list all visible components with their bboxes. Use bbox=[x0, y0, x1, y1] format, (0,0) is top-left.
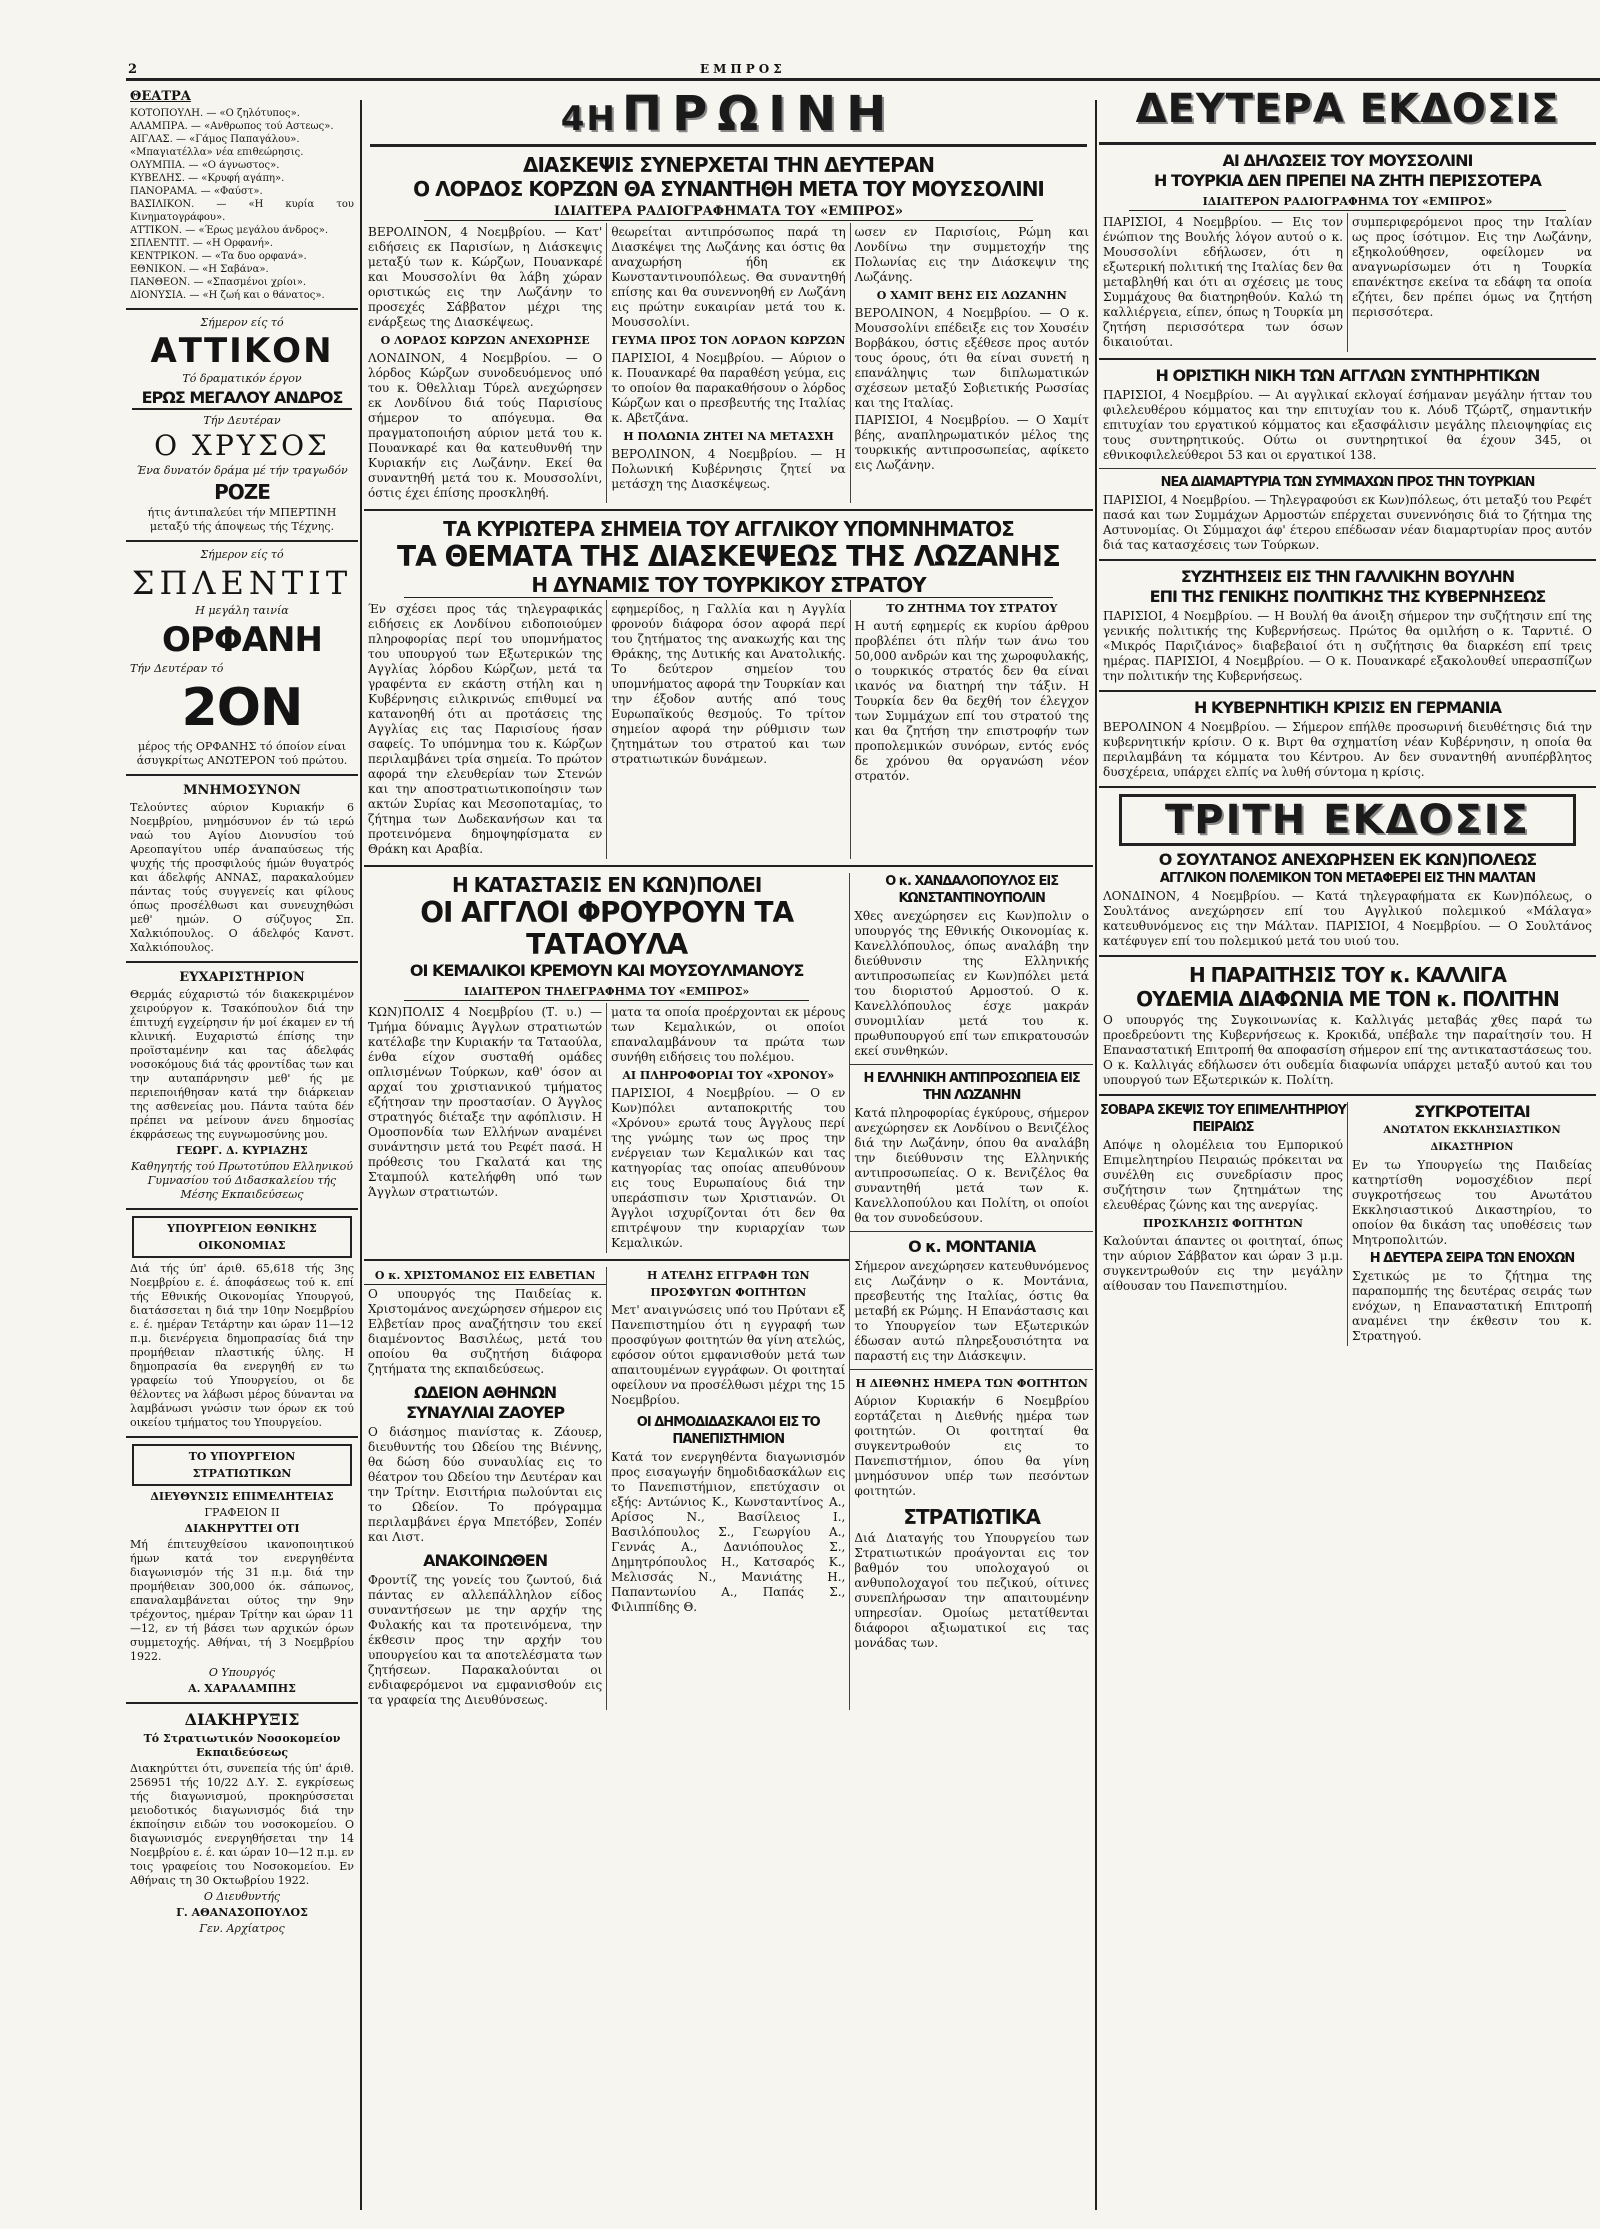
part-number: 2ΟΝ bbox=[181, 678, 303, 738]
headline: ΣΥΖΗΤΗΣΕΙΣ ΕΙΣ ΤΗΝ ΓΑΛΛΙΚΗΝ ΒΟΥΛΗΝ bbox=[1180, 567, 1515, 586]
article-text: ΒΕΡΟΛΙΝΟΝ, 4 Νοεμβρίου. — Ο κ. Μουσσολίνι επέδειξε εις τον Χουσέιν Βορβάκου, όστις εξέθεσε προς αυτόν τους όρους, ότι θα είναι συνετή η επανάληψις των διπλωματικών σχέσεων μεταξύ Σοβιετικής Ρωσσίας και της Ιταλίας. bbox=[854, 306, 1089, 410]
headline: Ο ΣΟΥΛΤΑΝΟΣ ΑΝΕΧΩΡΗΣΕΝ ΕΚ ΚΩΝ)ΠΟΛΕΩΣ bbox=[1158, 850, 1537, 869]
article-row bbox=[1099, 213, 1596, 352]
notice-sub: ΔΙΑΚΗΡΥΤΤΕΙ ΟΤΙ bbox=[184, 1522, 300, 1535]
notice-title: ΕΥΧΑΡΙΣΤΗΡΙΟΝ bbox=[179, 970, 305, 985]
article-subhead: Ο ΛΟΡΔΟΣ ΚΩΡΖΩΝ ΑΝΕΧΩΡΗΣΕ bbox=[380, 334, 590, 347]
divider bbox=[126, 308, 358, 310]
divider bbox=[126, 1436, 358, 1438]
edition-title: ΔΕΥΤΕΡΑ ΕΚΔΟΣΙΣ bbox=[1135, 86, 1560, 132]
article-col bbox=[607, 1267, 849, 1710]
notice-sign-pre: Ο Υπουργός bbox=[208, 1666, 276, 1679]
article-text: ΠΑΡΙΣΙΟΙ, 4 Νοεμβρίου. — Ο εν Κων)πόλει ανταποκριτής του «Χρόνου» ερωτά τους Άγγλους περί της γνώμης των ως προς την ενέργειαν των Κεμαλικών και τας κατηγορίας τας οποίας απευθύνουν εις τους Ευρωπαίους διά την υπεράσπισιν των Χριστιανών. Οι Άγγλοι ισχυρίζονται ότι δεν θα επιτρέψουν την κυριαρχίαν των Κεμαλικών. bbox=[611, 1086, 846, 1250]
film-title: ΟΡΦΑΝΗ bbox=[162, 620, 322, 660]
article-text: Ο υπουργός της Παιδείας κ. Χριστομάνος ανεχώρησεν σήμερον εις Ελβετίαν προς αναζήτησιν του εκεί διαμένοντος Βασιλέως, μετά του οποίου θα συζητήση διάφορα ζητήματα της εκπαιδεύσεως. bbox=[368, 1287, 603, 1376]
article-row bbox=[364, 1267, 849, 1710]
notice-sub: ΔΙΕΥΘΥΝΣΙΣ ΕΠΙΜΕΛΗΤΕΙΑΣ bbox=[150, 1490, 334, 1503]
article-text: Μετ' αναιγνώσεις υπό του Πρύτανι εξ Πανεπιστημίου ότι η εγγραφή των προσφύγων φοιτητών θα γίνη ατελώς, εφόσον ούτοι εμφανισθούν μετά των απαιτουμένων εγγράφων. Οι φοιτηταί οφείλουν να προσέλθωσι μέχρι της 15 Νοεμβρίου. bbox=[611, 1303, 846, 1407]
column-divider bbox=[360, 100, 362, 2210]
article-col bbox=[851, 223, 1093, 503]
article-text: ΒΕΡΟΛΙΝΟΝ, 4 Νοεμβρίου. — Κατ' ειδήσεις εκ Παρισίων, η Διάσκεψις μεταξύ των κ. Κώρζων, Πουανκαρέ και Μουσσολίνι θα λάβη χώραν οριστικώς εις την Λωζάνην το προσεχές Σάββατον μέχρι της ενάρξεως της Διασκέψεως. bbox=[368, 225, 603, 329]
edition-banner bbox=[1099, 86, 1596, 145]
article-col bbox=[364, 1267, 607, 1710]
edition-prefix: 4Η bbox=[560, 99, 617, 139]
article-text: Φροντίζ της γονείς του ζωντού, διά πάντας εν αλλεπάλληλον είδος συναντήσεων με την αρχήν της Φυλακής και τα προτεινόμενα, την έκθεσιν προς την αρχήν του υπουργείου και τα αποτελέσματα των ζητήσεων. Παρακαλούνται οι ενδιαφερόμενοι να εμφανισθούν εις τα γραφεία της Διευθύνσεως. bbox=[368, 1573, 603, 1707]
center-column bbox=[364, 86, 1093, 2196]
divider bbox=[364, 865, 1093, 867]
divider bbox=[1099, 358, 1596, 360]
ad-sub: Η μεγάλη ταινία bbox=[195, 604, 289, 617]
left-column bbox=[126, 86, 358, 2196]
divider bbox=[126, 1702, 358, 1704]
divider bbox=[850, 1231, 1093, 1232]
article-col bbox=[607, 600, 850, 859]
article-col bbox=[364, 1003, 606, 1253]
article-text: Σχετικώς με το ζήτημα της παραπομπής της δευτέρας σειράς των ενόχων, η Επαναστατική Επιτροπή αναμένει την έκθεσιν του κ. Στρατηγού. bbox=[1352, 1269, 1592, 1343]
article-text: Ο υπουργός της Συγκοινωνίας κ. Καλλιγάς μεταβάς χθες παρά τω προεδρεύοντι της Κυβερνήσεως κ. Κροκιδά, υπέβαλε την παραίτησίν του. Η Επαναστατική Επιτροπή θα αποφασίση σήμερον επί της αντικαταστάσεως του. Ο κ. Καλλιγάς εδήλωσεν ότι ουδεμία διαφωνία υπάρχει μεταξύ αυτού και του υπουργού των Εξωτερικών κ. Πολίτη. bbox=[1103, 1013, 1592, 1087]
article-text: Κατά πληροφορίας έγκύρους, σήμερον ανεχώρησεν εκ Λονδίνου ο Βενιζέλος διά την Λωζάνην, όπου θα αναλάβη την διεύθυνσιν της Ελληνικής αντιπροσωπείας. Ο κ. Βενιζέλος θα συναντηθή μετά των κ. Κανελλοπούλου και Πολίτη, οι οποίοι θα τον συνοδεύσουν. bbox=[854, 1106, 1089, 1225]
headline: Ο ΛΟΡΔΟΣ ΚΟΡΖΩΝ ΘΑ ΣΥΝΑΝΤΗΘΗ ΜΕΤΑ ΤΟΥ ΜΟΥΣΣΟΛΙΝΙ bbox=[413, 177, 1044, 201]
headline: Η ΔΥΝΑΜΙΣ ΤΟΥ ΤΟΥΡΚΙΚΟΥ ΣΤΡΑΤΟΥ bbox=[404, 573, 1053, 598]
article-text: συμπεριφερόμενοι προς την Ιταλίαν ως προς ίσότιμον. Εις την Λωζάνην, εξηκολούθησεν, οφείλομεν να αναγνωρίσωμεν ότι η Τουρκία επανέκτησε εκείνα τα εδάφη τα οποία εζήτει, δεν πρέπει όμως να ζητήση περισσότερα. bbox=[1352, 215, 1592, 319]
notice-sub: ΓΡΑΦΕΙΟΝ ΙΙ bbox=[204, 1506, 280, 1519]
article-subhead: ΑΝΩΤΑΤΟΝ ΕΚΚΛΗΣΙΑΣΤΙΚΟΝ ΔΙΚΑΣΤΗΡΙΟΝ bbox=[1383, 1125, 1561, 1153]
headline: Η ΤΟΥΡΚΙΑ ΔΕΝ ΠΡΕΠΕΙ ΝΑ ΖΗΤΗ ΠΕΡΙΣΣΟΤΕΡΑ bbox=[1154, 171, 1541, 190]
article-text: ΚΩΝ)ΠΟΛΙΣ 4 Νοεμβρίου (Τ. υ.) — Τμήμα δύναμις Άγγλων στρατιωτών κατέλαβε την Κυριακήν τα Ταταούλα, ένθα είχον συσταθή ομάδες οπλισμένων Τούρκων, καθ' όσον αι αρχαί του χριστιανικού τμήματος εζήτησαν την προστασίαν. Ο Άγγλος στρατηγός διέταξε την αφόπλισιν. Η Ομοσπονδία των Ελλήνων αναμένει συνάντησιν μετά του Ρεφέτ πασά. Η πρόθεσις του Γκαλατά και της Σταμπούλ κατελήφθη υπό των Άγγλων στρατιωτών. bbox=[368, 1005, 603, 1199]
article-text: ΠΑΡΙΣΙΟΙ, 4 Νοεμβρίου. — Ο Χαμίτ βέης, αναπληρωματικόν μέλος της τουρκικής αντιπροσωπείας, αφίκετο εις Λωζάνην. bbox=[854, 413, 1089, 472]
headline: Ο κ. ΧΑΝΔΑΛΟΠΟΥΛΟΣ ΕΙΣ ΚΩΝΣΤΑΝΤΙΝΟΥΠΟΛΙΝ bbox=[885, 874, 1059, 906]
article-text: Ο διάσημος πιανίστας κ. Ζάουερ, διευθυντής του Ωδείου της Βιέννης, θα δώση δύο συναυλίας εις το θέατρον του Ωδείου την Δευτέραν και την Τρίτην. Εισιτήρια πωλούνται εις το Ωδείον. Το πρόγραμμα περιλαμβάνει έργα Μπετόβεν, Σοπέν και Λιστ. bbox=[368, 1425, 603, 1544]
article-col bbox=[850, 873, 1093, 1710]
article-subhead: Ο ΧΑΜΙΤ ΒΕΗΣ ΕΙΣ ΛΩΖΑΝΗΝ bbox=[876, 289, 1067, 302]
divider bbox=[126, 1208, 358, 1210]
article-col bbox=[1348, 213, 1596, 352]
headline: ΑΙ ΔΗΛΩΣΕΙΣ ΤΟΥ ΜΟΥΣΣΟΛΙΝΙ bbox=[1222, 151, 1473, 170]
notice-signature: Α. ΧΑΡΑΛΑΜΠΗΣ bbox=[188, 1682, 296, 1695]
headline: ΕΠΙ ΤΗΣ ΓΕΝΙΚΗΣ ΠΟΛΙΤΙΚΗΣ ΤΗΣ ΚΥΒΕΡΝΗΣΕΩΣ bbox=[1149, 587, 1546, 606]
article-col bbox=[364, 600, 607, 859]
ad-pre: Σήμερον είς τό bbox=[200, 316, 284, 329]
headline: ΟΥΔΕΜΙΑ ΔΙΑΦΩΝΙΑ ΜΕ ΤΟΝ κ. ΠΟΛΙΤΗΝ bbox=[1136, 987, 1559, 1011]
notice-text: Διακηρύττει ότι, συνεπεία τής ύπ' άριθ. 256951 τής 10/22 Δ.Υ. Σ. εγκρίσεως τής διαγωνισμού, προκηρύσσεται μειοδοτικός διαγωνισμός διά την έκποίησιν ειδών του νοσοκομείου. Ο διαγωνισμός ενεργηθήσεται την 14 Νοεμβρίου ε. έ. και ώραν 10—12 π.μ. εν τοις γραφείοις του Νοσοκομείου. Εν Αθήναις τη 30 Οκτωβρίου 1922. bbox=[130, 1762, 354, 1887]
headline: ΣΤΡΑΤΙΩΤΙΚΑ bbox=[903, 1505, 1040, 1529]
article-row bbox=[364, 1003, 849, 1253]
notice-title: ΤΟ ΥΠΟΥΡΓΕΙΟΝ ΣΤΡΑΤΙΩΤΙΚΩΝ bbox=[132, 1444, 352, 1486]
subheadline: ΙΔΙΑΙΤΕΡΟΝ ΡΑΔΙΟΓΡΑΦΗΜΑ ΤΟΥ «ΕΜΠΡΟΣ» bbox=[1129, 193, 1566, 211]
divider bbox=[1099, 786, 1596, 788]
masthead-title: ΕΜΠΡΟΣ bbox=[700, 62, 786, 76]
article-subhead: ΠΡΟΣΚΛΗΣΙΣ ΦΟΙΤΗΤΩΝ bbox=[1143, 1217, 1303, 1230]
headline: ΑΝΑΚΟΙΝΩΘΕΝ bbox=[423, 1551, 548, 1570]
headline: Η ΠΑΡΑΙΤΗΣΙΣ ΤΟΥ κ. ΚΑΛΛΙΓΑ bbox=[1188, 963, 1507, 987]
ad-sub: Τό δραματικόν έργον bbox=[182, 372, 302, 385]
article-text: ΛΟΝΔΙΝΟΝ, 4 Νοεμβρίου. — Ο λόρδος Κώρζων συνοδευόμενος υπό του κ. Όθελλιαμ Τύρελ ανεχώρησεν εκ Λονδίνου διά τούς Παρισίους σήμερον το απόγευμα. Θα πραγματοποιήση αύριον μετά του κ. Πουανκαρέ και θα κατευθυνθή την Κυριακήν εις Λωζάνην. Εκεί θα συναντηθή μετά του κ. Μουσσολίνι, όστις έχει έπίσης προσκληθή. bbox=[368, 351, 603, 500]
article-text: Εν τω Υπουργείω της Παιδείας κατηρτίσθη νομοσχέδιον περί συγκροτήσεως του Ανωτάτου Εκκλησιαστικού Δικαστηρίου, το οποίον θα δικάση τας υποθέσεις των Μητροπολιτών. bbox=[1352, 1158, 1592, 1247]
article-text: Έν σχέσει προς τάς τηλεγραφικάς ειδήσεις εκ Λονδίνου ειδοποιούμεν πληροφορίας περί του υπομνήματος του υπουργού των Εξωτερικών της Αγγλίας λόρδου Κώρζων, μετά τα γραφέντα εν εκάστη στήλη και η Κυβέρνησις ειλικρινώς επιθυμεί να κατανοηθή ότι αι προτάσεις της Αγγλίας εις τας Παρισίους ήσαν σαφείς. Το υπόμνημα του κ. Κώρζων περιλαμβάνει τρία σημεία. Το πρώτον αφορά την ελευθερίαν των Στενών και την αποστρατιωτικοποίησιν των ακτών Συρίας και Μεσοποταμίας, το ζήτημα των Δωδεκανήσων και τα προτεινόμενα δημοψηφίσματα εν Θράκη και Αραβία. bbox=[368, 602, 603, 856]
notice-text: Θερμάς εύχαριστώ τόν διακεκριμένον χειρούργον κ. Τσακόπουλον διά την έπιτυχή εγχείρησιν ήν μοί έκαμεν εν τή κλινική. Ευχαριστώ έπίσης την προϊσταμένην και τας άδελφάς νοσοκόμους διά τάς φροντίδας των και την αυταπάρνησιν μεθ' ής με περιεποιήθησαν κατά την διάρκειαν της ασθενείας μου. Πάντα ταύτα δέν πρέπει να μείνουν άνευ δημοσίας έκφράσεως της ευγνωμοσύνης μου. bbox=[130, 988, 354, 1141]
film-title-2: Ο ΧΡΥΣΟΣ bbox=[154, 429, 330, 462]
subheadline: ΙΔΙΑΙΤΕΡΟΝ ΤΗΛΕΓΡΑΦΗΜΑ ΤΟΥ «ΕΜΠΡΟΣ» bbox=[404, 983, 809, 1001]
notice-sub: Τό Στρατιωτικόν Νοσοκομείον Εκπαιδεύσεως bbox=[143, 1732, 341, 1759]
article-col bbox=[606, 1003, 849, 1253]
page-number: 2 bbox=[128, 62, 138, 77]
notice-sign-title: Καθηγητής τού Πρωτοτύπου Ελληνικού Γυμνασίου τού Διδασκαλείου τής Μέσης Εκπαιδεύσεως bbox=[131, 1160, 353, 1201]
headline: Η ΚΑΤΑΣΤΑΣΙΣ ΕΝ ΚΩΝ)ΠΟΛΕΙ bbox=[451, 873, 762, 897]
article-row bbox=[1099, 1102, 1596, 1346]
film-title: ΕΡΩΣ ΜΕΓΑΛΟΥ ΑΝΔΡΟΣ bbox=[132, 388, 352, 410]
article-text: ΠΑΡΙΣΙΟΙ, 4 Νοεμβρίου. — Η Βουλή θα άνοιξη σήμερον την συζήτησιν επί της γενικής πολιτικής της Κυβερνήσεως. Πρώτος θα ομιλήση ο κ. Ταρντιέ. Ο «Μικρός Παριζιάνος» διαβεβαιοί ότι η συζήτησις θα διαρκέση επί τρεις ημέρας. ΠΑΡΙΣΙΟΙ, 4 Νοεμβρίου. — Ο κ. Πουανκαρέ εξακολουθεί υπερασπίζων την πολιτικήν της Κυβερνήσεως. bbox=[1103, 609, 1592, 683]
divider bbox=[1099, 690, 1596, 692]
headline: ΤΑ ΚΥΡΙΩΤΕΡΑ ΣΗΜΕΙΑ ΤΟΥ ΑΓΓΛΙΚΟΥ ΥΠΟΜΝΗΜΑΤΟΣ bbox=[443, 517, 1014, 541]
notice-text: Τελούντες αύριον Κυριακήν 6 Νοεμβρίου, μνημόσυνον έν τώ ιερώ ναώ του Αγίου Διονυσίου τού Αρεοπαγίτου υπέρ άναπαύσεως τής ψυχής τής προσφιλούς ήμών θυγατρός και άδελφής ΑΝΝΑΣ, παρακαλούμεν πάντας τούς συγγενείς και φίλους όπως προσέλθωσι και συνευχηθώσι μεθ' ημών. Ο σύζυγος Σπ. Χαλκιόπουλος. Ο άδελφός Κανστ. Χαλκιόπουλος. bbox=[130, 801, 354, 954]
ad-pre: Σήμερον είς τό bbox=[200, 548, 284, 561]
article-col bbox=[1348, 1102, 1596, 1346]
notice-title: ΜΝΗΜΟΣΥΝΟΝ bbox=[183, 783, 301, 798]
divider bbox=[1099, 955, 1596, 957]
column-divider bbox=[1095, 100, 1097, 2210]
notice-title: ΥΠΟΥΡΓΕΙΟΝ ΕΘΝΙΚΗΣ ΟΙΚΟΝΟΜΙΑΣ bbox=[132, 1216, 352, 1258]
article-text: Σήμερον ανεχώρησεν κατευθυνόμενος εις Λωζάνην ο κ. Μοντάνια, πρεσβευτής της Ιταλίας, όστις θα μεταβή εκ Ρώμης. Η Επανάστασις και το Υπουργείον των Εξωτερικών έδωσαν αυτώ πληρεξουσιότητα να παραστή εις την Διάσκεψιν. bbox=[854, 1259, 1089, 1363]
article-text: ΠΑΡΙΣΙΟΙ, 4 Νοεμβρίου. — Εις τον ένώπιον της Βουλής λόγον αυτού ο κ. Μουσσολίνι εδήλωσεν, ότι η εξωτερική πολιτική της Ιταλίας δεν θα μεταβληθή και ότι αι σχέσεις με τους Συμμάχους θα διατηρηθούν. Καλώ τη καλλιέργεια, είπεν, όπως η Τουρκία μη ζητήση περισσότερα των όσων δικαιούται. bbox=[1103, 215, 1343, 349]
headline: ΤΑ ΘΕΜΑΤΑ ΤΗΣ ΔΙΑΣΚΕΨΕΩΣ ΤΗΣ ΛΩΖΑΝΗΣ bbox=[396, 540, 1061, 573]
headline: ΑΓΓΛΙΚΟΝ ΠΟΛΕΜΙΚΟΝ ΤΟΝ ΜΕΤΑΦΕΡΕΙ ΕΙΣ ΤΗΝ ΜΑΛΤΑΝ bbox=[1159, 871, 1536, 886]
article-text: ΠΑΡΙΣΙΟΙ, 4 Νοεμβρίου. — Τηλεγραφούσι εκ Κων)πόλεως, ότι μεταξύ του Ρεφέτ πασά και των Συμμάχων Αρμοστών επέρχεται συνεννόησις διά το ζήτημα της Αστυνομίας. Οι Σύμμαχοι άφ' έτερου επέδωσαν νέαν διαμαρτυρίαν προς αυτόν διά τας κατασχέσεις των Τούρκων. bbox=[1103, 493, 1592, 552]
headline: Ο κ. ΜΟΝΤΑΝΙΑ bbox=[908, 1237, 1036, 1256]
article-text: ΒΕΡΟΛΙΝΟΝ, 4 Νοεμβρίου. — Η Πολωνική Κυβέρνησις ζητεί να μετάσχη της Διασκέψεως. bbox=[611, 447, 846, 491]
article-col bbox=[1099, 213, 1348, 352]
article-text: ωσεν εν Παρισίοις, Ρώμη και Λονδίνω την συμμετοχήν της Πολωνίας εις την Διάσκεψιν της Λωζάνης. bbox=[854, 225, 1089, 284]
headline: Η ΔΕΥΤΕΡΑ ΣΕΙΡΑ ΤΩΝ ΕΝΟΧΩΝ bbox=[1369, 1251, 1575, 1266]
divider bbox=[126, 540, 358, 542]
headline: ΝΕΑ ΔΙΑΜΑΡΤΥΡΙΑ ΤΩΝ ΣΥΜΜΑΧΩΝ ΠΡΟΣ ΤΗΝ ΤΟΥΡΚΙΑΝ bbox=[1160, 475, 1535, 490]
masthead-rule bbox=[126, 78, 1600, 81]
headline: ΟΙ ΑΓΓΛΟΙ ΦΡΟΥΡΟΥΝ ΤΑ ΤΑΤΑΟΥΛΑ bbox=[420, 896, 794, 961]
article-text: Κατά τον ενεργηθέντα διαγωνισμόν προς εισαγωγήν δημοδιδασκάλων εις το Πανεπιστήμιον, επετύχασιν οι εξής: Αντώνιος Κ., Κωνσταντίνος Α., Αρίσος Ν., Βασίλειος Ι., Βασιλόπουλος Σ., Γεωργίου Α., Γεννάς Α., Δανιόπουλος Σ., Δημητρόπουλος Η., Κατσαρός Κ., Μελισσάς Ν., Μανιάτης Η., Παπαντωνίου Α., Παπάς Σ., Φιλιππίδης Θ. bbox=[611, 1450, 846, 1614]
subheadline: ΙΔΙΑΙΤΕΡΑ ΡΑΔΙΟΓΡΑΦΗΜΑΤΑ ΤΟΥ «ΕΜΠΡΟΣ» bbox=[424, 203, 1033, 221]
article-row bbox=[364, 223, 1093, 503]
theatres-list: ΚΟΤΟΠΟΥΛΗ. — «Ο ζηλότυπος». ΑΛΑΜΠΡΑ. — «Ανθρωπος τού Αστεως». ΑΙΓΛΑΣ. — «Γάμος Παπαγάλου». «Μπαγιατέλλα» νέα επιθεώρησις. ΟΛΥΜΠΙΑ. — «Ο άγνωστος». ΚΥΒΕΛΗΣ. — «Κρυφή αγάπη». ΠΑΝΟΡΑΜΑ. — «Φαύστ». ΒΑΣΙΛΙΚΟΝ. — «Η κυρία του Κινηματογράφου». ΑΤΤΙΚΟΝ. — «Έρως μεγάλου άνδρος». ΣΠΛΕΝΤΙΤ. — «Η Ορφανή». ΚΕΝΤΡΙΚΟΝ. — «Τα δυο ορφανά». ΕΘΝΙΚΟΝ. — «Η Σαβάνα». ΠΑΝΘΕΟΝ. — «Σπασμένοι χρίοι». ΔΙΟΝΥΣΙΑ. — «Η ζωή και ο θάνατος». bbox=[130, 108, 354, 301]
article-text: ΒΕΡΟΛΙΝΟΝ 4 Νοεμβρίου. — Σήμερον επήλθε προσωρινή διευθέτησις διά την κυβερνητικήν κρίσιν. Ο κ. Βιρτ θα σχηματίση νέαν Κυβέρνησιν, η οποία θα περιλαμβάνη τα κόμματα του Κέντρου. Αν δεν συναντηθή ανυπέρβλητος δυσχέρεια, υπάρχει ελπίς να λυθή σύντομα η κρίσις. bbox=[1103, 720, 1592, 779]
article-subhead: ΤΟ ΖΗΤΗΜΑ ΤΟΥ ΣΤΡΑΤΟΥ bbox=[886, 602, 1058, 615]
article-col bbox=[364, 873, 850, 1710]
divider bbox=[1099, 1094, 1596, 1096]
article-subhead: Η ΔΙΕΘΝΗΣ ΗΜΕΡΑ ΤΩΝ ΦΟΙΤΗΤΩΝ bbox=[855, 1377, 1088, 1390]
article-text: ΠΑΡΙΣΙΟΙ, 4 Νοεμβρίου. — Αύριον ο κ. Πουανκαρέ θα παραθέση γεύμα, εις το οποίον θα παρακαθήσουν ο λόρδος Κώρζων και ο πρεσβευτής της Ιταλίας κ. Αβετζάνα. bbox=[611, 351, 846, 425]
notice-signature: Γ. ΑΘΑΝΑΣΟΠΟΥΛΟΣ bbox=[176, 1906, 308, 1919]
article-text: ΠΑΡΙΣΙΟΙ, 4 Νοεμβρίου. — Αι αγγλικαί εκλογαί έσήμαναν μεγάλην ήτταν του φιλελευθέρου κόμματος και την επιτυχίαν του κ. Λόυδ Τζώρτζ, σημαντικήν επιτυχίαν του εργατικού κόμματος και εξασφάλισιν μεγάλης πλειοψηφίας εις τους συντηρητικούς. Ούτω οι συντηρητικοί θα έχουν 345, οι εθνικοφιλελεύθεροι 53 και οι εργατικοί 138. bbox=[1103, 388, 1592, 462]
divider bbox=[364, 509, 1093, 511]
headline: ΟΙ ΔΗΜΟΔΙΔΑΣΚΑΛΟΙ ΕΙΣ ΤΟ ΠΑΝΕΠΙΣΤΗΜΙΟΝ bbox=[636, 1415, 820, 1447]
headline: ΣΥΝΑΥΛΙΑΙ ΖΑΟΥΕΡ bbox=[406, 1403, 565, 1422]
article-text: ματα τα οποία προέρχονται εκ μέρους των Κεμαλικών, οι οποίοι επαναλαμβάνουν τα πρώτα των συνήθη ειδήσεις του πολέμου. bbox=[611, 1005, 846, 1064]
edition-title: ΤΡΙΤΗ ΕΚΔΟΣΙΣ bbox=[1165, 797, 1530, 843]
article-text: θεωρείται αντιπρόσωπος παρά τη Διασκέψει της Λωζάνης και όστις θα αναχωρήση ήδη εκ Κωνσταντινουπόλεως. Θα συναντηθή επίσης και θα συνεννοηθή εν Λωζάνη εις πρώτην ευκαιρίαν μετά του κ. Μουσσολίνι. bbox=[611, 225, 846, 329]
headline: ΩΔΕΙΟΝ ΑΘΗΝΩΝ bbox=[413, 1383, 557, 1402]
notice-signature: ΓΕΩΡΓ. Δ. ΚΥΡΙΑΖΗΣ bbox=[176, 1144, 308, 1157]
headline: Η ΕΛΛΗΝΙΚΗ ΑΝΤΙΠΡΟΣΩΠΕΙΑ ΕΙΣ ΤΗΝ ΛΩΖΑΝΗΝ bbox=[863, 1071, 1080, 1103]
notice-sign-title: Γεν. Αρχίατρος bbox=[199, 1922, 285, 1935]
divider bbox=[850, 1064, 1093, 1065]
ad-note: μέρος τής ΟΡΦΑΝΗΣ τό όποίον είναι άσυγκρίτως ΑΝΩΤΕΡΟΝ τού πρώτου. bbox=[136, 740, 348, 767]
headline: ΣΟΒΑΡΑ ΣΚΕΨΙΣ ΤΟΥ ΕΠΙΜΕΛΗΤΗΡΙΟΥ ΠΕΙΡΑΙΩΣ bbox=[1100, 1103, 1346, 1135]
edition-title: ΠΡΩΙΝΗ bbox=[621, 86, 897, 142]
divider bbox=[1099, 559, 1596, 561]
attikon-name: ΑΤΤΙΚΟΝ bbox=[150, 331, 334, 371]
ad-note: ήτις άντιπαλεύει τήν ΜΠΕΡΤΙΝΗ μεταξύ τής άποψεως τής Τέχνης. bbox=[147, 506, 337, 533]
ad-next: Τήν Δευτέραν τό bbox=[130, 662, 224, 675]
star-name: ΡΟΖΕ bbox=[214, 480, 270, 504]
article-col bbox=[851, 600, 1093, 859]
article-row bbox=[364, 600, 1093, 859]
divider bbox=[126, 774, 358, 776]
article-col bbox=[364, 223, 607, 503]
divider bbox=[126, 961, 358, 963]
article-text: εφημερίδος, η Γαλλία και η Αγγλία φρονούν διάφορα όσον αφορά περί του ζητήματος της ανακωχής και της Θράκης, της Δυτικής και Ανατολικής. Το δεύτερον σημείον του υπομνήματος αφορά την Τουρκίαν και την έξοδον αυτής από τους Ευρωπαϊκούς θεσμούς. Το τρίτον σημείον αφορά την ρύθμισιν των ζητημάτων του στρατού και των στρατιωτικών δυνάμεων. bbox=[611, 602, 846, 766]
article-text: Η αυτή εφημερίς εκ κυρίου άρθρου προβλέπει ότι πλήν των άνω του 50,000 ανδρών και της χωροφυλακής, ο τουρκικός στρατός δεν θα είναι ικανός να διατηρή την τάξιν. Η Τουρκία δεν θα δεχθή τον έλεγχον των Συμμάχων επί του στρατού της και θα ζητήση την επιστροφήν των προπολεμικών συνόρων, εντός ενός δε χρόνου θα οργανώση νέον στρατόν. bbox=[854, 619, 1089, 783]
edition-banner bbox=[1119, 794, 1576, 846]
divider bbox=[1099, 468, 1596, 469]
splendid-name: ΣΠΛΕΝΤΙΤ bbox=[131, 564, 353, 602]
edition-banner bbox=[370, 86, 1087, 147]
article-subhead: Η ΠΟΛΩΝΙΑ ΖΗΤΕΙ ΝΑ ΜΕΤΑΣΧΗ bbox=[623, 430, 834, 443]
headline: ΟΙ ΚΕΜΑΛΙΚΟΙ ΚΡΕΜΟΥΝ ΚΑΙ ΜΟΥΣΟΥΛΜΑΝΟΥΣ bbox=[409, 961, 804, 980]
headline: Η ΟΡΙΣΤΙΚΗ ΝΙΚΗ ΤΩΝ ΑΓΓΛΩΝ ΣΥΝΤΗΡΗΤΙΚΩΝ bbox=[1155, 366, 1540, 385]
theatres-title: ΘΕΑΤΡΑ bbox=[130, 89, 191, 104]
article-text: ΛΟΝΔΙΝΟΝ, 4 Νοεμβρίου. — Κατά τηλεγραφήματα εκ Κων)πόλεως, ο Σουλτάνος ανεχώρησεν επί του Αγγλικού πολεμικού «Μάλαγα» κατευθυνόμενος εις την Μάλταν. ΠΑΡΙΣΙΟΙ, 4 Νοεμβρίου. — Ο Σουλτάνος κατέφυγεν επί του πολεμικού μετά του υιού του. bbox=[1103, 889, 1592, 948]
article-text: Αύριον Κυριακήν 6 Νοεμβρίου εορτάζεται η Διεθνής ημέρα των φοιτητών. Οι φοιτηταί θα συγκεντρωθούν εις το Πανεπιστήμιον, όπου θα γίνη μνημόσυνον υπέρ των πεσόντων φοιτητών. bbox=[854, 1394, 1089, 1498]
notice-text: Μή έπιτευχθείσου ικανοποιητικού ήμων κατά τον ενεργηθέντα διαγωνισμόν τής 31 π.μ. διά την προμήθειαν 300,000 όκ. σάπωνος, επαναλαμβάνεται ούτος την 9ην τρέχοντος, ημέραν Τρίτην και ώραν 11—12, εν τή βάσει των αρχικών όρων συμμετοχής. Αθήναι, τή 3 Νοεμβρίου 1922. bbox=[130, 1538, 354, 1663]
headline: ΣΥΓΚΡΟΤΕΙΤΑΙ bbox=[1414, 1102, 1530, 1121]
right-column bbox=[1099, 86, 1596, 2196]
notice-sign-pre: Ο Διευθυντής bbox=[203, 1890, 281, 1903]
article-row bbox=[364, 873, 1093, 1710]
article-subhead: Ο κ. ΧΡΙΣΤΟΜΑΝΟΣ ΕΙΣ ΕΛΒΕΤΙΑΝ bbox=[364, 1267, 606, 1285]
divider bbox=[850, 1369, 1093, 1370]
article-col bbox=[1099, 1102, 1348, 1346]
ad-next: Τήν Δευτέραν bbox=[203, 414, 281, 427]
article-text: Χθες ανεχώρησεν εις Κων)πολιν ο υπουργός της Εθνικής Οικονομίας κ. Κανελλόπουλος, όπως αναλάβη την διεύθυνσιν της Ελληνικής αντιπροσωπείας εν Κων)πόλει μετά του διοριστού Αρμοστού. Ο κ. Κανελλόπουλος έσχε μακράν συνομιλίαν μετά του κ. πρωθυπουργού επί των επικρατουσών εκεί συνθηκών. bbox=[854, 909, 1089, 1058]
headline: ΔΙΑΣΚΕΨΙΣ ΣΥΝΕΡΧΕΤΑΙ ΤΗΝ ΔΕΥΤΕΡΑΝ bbox=[523, 153, 934, 177]
ad-desc: Ένα δυνατόν δράμα μέ τήν τραγωδόν bbox=[136, 464, 348, 477]
article-text: Καλούνται άπαντες οι φοιτηταί, όπως την αύριον Σάββατον και ώραν 3 μ.μ. συγκεντρωθούν εις την μεγάλην αίθουσαν του Πανεπιστημίου. bbox=[1103, 1234, 1343, 1293]
notice-text: Διά τής ύπ' άριθ. 65,618 τής 3ης Νοεμβρίου ε. έ. άποφάσεως τού κ. επί τής Εθνικής Οικονομίας Υπουργού, διατάσσεται η διά την 10ην Νοεμβρίου ε. έ. ημέραν Τετάρτην και ώραν 11—12 π.μ. διενέργεια δημοπρασίας διά την προμήθειαν πλαστικής ύλης. Η δημοπρασία θα ενεργηθή εν τω γραφείω τού Υπουργείου, οι δε θέλοντες να λάβωσι μέρος δύνανται να λαμβάνωσι γνώσιν των όρων εκ τού οικείου τμήματος του Υπουργείου. bbox=[130, 1262, 354, 1429]
article-subhead: Η ΑΤΕΛΗΣ ΕΓΓΡΑΦΗ ΤΩΝ ΠΡΟΣΦΥΓΩΝ ΦΟΙΤΗΤΩΝ bbox=[647, 1269, 810, 1299]
article-subhead: ΓΕΥΜΑ ΠΡΟΣ ΤΟΝ ΛΟΡΔΟΝ ΚΩΡΖΩΝ bbox=[611, 334, 846, 347]
article-text: Διά Διαταγής του Υπουργείου των Στρατιωτικών προάγονται εις τον βαθμόν του υπολοχαγού οι ανθυπολοχαγοί του πεζικού, οίτινες συνεπλήρωσαν την απαιτουμένην υπηρεσίαν. Ομοίως μετατίθενται διάφοροι αξιωματικοί εις τας μονάδας των. bbox=[854, 1531, 1089, 1650]
headline: Η ΚΥΒΕΡΝΗΤΙΚΗ ΚΡΙΣΙΣ ΕΝ ΓΕΡΜΑΝΙΑ bbox=[1193, 698, 1502, 717]
article-text: Απόψε η ολομέλεια του Εμπορικού Επιμελητηρίου Πειραιώς πρόκειται να συνέλθη εις συνεδρίασιν προς συζήτησιν των ζητημάτων της ελευθέρας ζώνης και της ανεργίας. bbox=[1103, 1138, 1343, 1212]
notice-title: ΔΙΑΚΗΡΥΞΙΣ bbox=[184, 1710, 300, 1729]
divider bbox=[364, 1259, 849, 1261]
article-subhead: ΑΙ ΠΛΗΡΟΦΟΡΙΑΙ ΤΟΥ «ΧΡΟΝΟΥ» bbox=[622, 1069, 835, 1082]
article-col bbox=[607, 223, 850, 503]
